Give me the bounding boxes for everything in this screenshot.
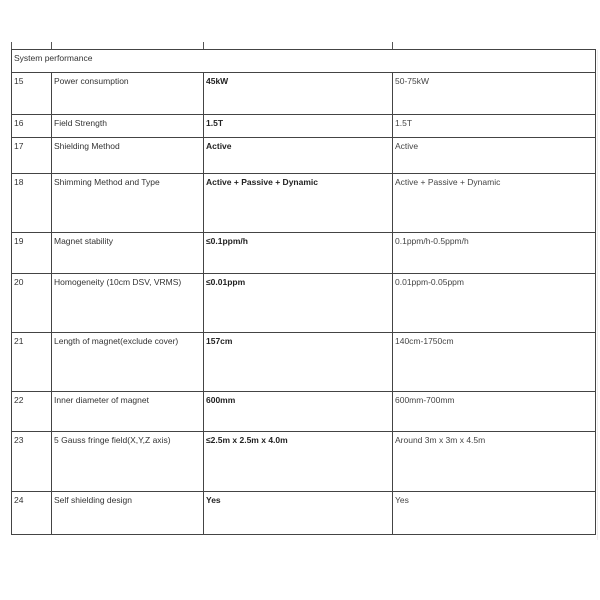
table-row xyxy=(12,333,596,392)
range-cell: Yes xyxy=(393,492,596,535)
parameter-cell: Field Strength xyxy=(52,115,204,138)
row-number: 19 xyxy=(12,233,52,274)
range-cell: 0.01ppm-0.05ppm xyxy=(393,274,596,333)
parameter-cell: Homogeneity (10cm DSV, VRMS) xyxy=(52,274,204,333)
value-cell: 1.5T xyxy=(204,115,393,138)
value-cell: Active + Passive + Dynamic xyxy=(204,174,393,233)
range-cell: Active + Passive + Dynamic xyxy=(393,174,596,233)
table-row xyxy=(12,174,596,233)
table-row xyxy=(12,138,596,174)
value-cell: 600mm xyxy=(204,392,393,432)
range-cell: 50-75kW xyxy=(393,73,596,115)
table-row xyxy=(12,233,596,274)
value-cell: ≤2.5m x 2.5m x 4.0m xyxy=(204,432,393,492)
table-row xyxy=(12,432,596,492)
parameter-cell: Magnet stability xyxy=(52,233,204,274)
row-number: 20 xyxy=(12,274,52,333)
row-number: 18 xyxy=(12,174,52,233)
range-cell: 140cm-1750cm xyxy=(393,333,596,392)
parameter-cell: Self shielding design xyxy=(52,492,204,535)
table-row xyxy=(12,73,596,115)
range-cell: Around 3m x 3m x 4.5m xyxy=(393,432,596,492)
value-cell: ≤0.01ppm xyxy=(204,274,393,333)
row-number: 15 xyxy=(12,73,52,115)
section-header-row xyxy=(12,50,596,73)
value-cell: Active xyxy=(204,138,393,174)
page-edge-line xyxy=(597,50,598,540)
table-row xyxy=(12,115,596,138)
spec-table xyxy=(11,49,596,535)
table-row xyxy=(12,492,596,535)
table-row xyxy=(12,392,596,432)
section-title: System performance xyxy=(12,50,596,73)
row-number: 17 xyxy=(12,138,52,174)
range-cell: 1.5T xyxy=(393,115,596,138)
parameter-cell: Shielding Method xyxy=(52,138,204,174)
row-number: 22 xyxy=(12,392,52,432)
row-number: 23 xyxy=(12,432,52,492)
parameter-cell: Inner diameter of magnet xyxy=(52,392,204,432)
range-cell: 0.1ppm/h-0.5ppm/h xyxy=(393,233,596,274)
row-number: 24 xyxy=(12,492,52,535)
parameter-cell: Power consumption xyxy=(52,73,204,115)
value-cell: 157cm xyxy=(204,333,393,392)
value-cell: Yes xyxy=(204,492,393,535)
row-number: 16 xyxy=(12,115,52,138)
range-cell: 600mm-700mm xyxy=(393,392,596,432)
value-cell: 45kW xyxy=(204,73,393,115)
row-number: 21 xyxy=(12,333,52,392)
value-cell: ≤0.1ppm/h xyxy=(204,233,393,274)
parameter-cell: 5 Gauss fringe field(X,Y,Z axis) xyxy=(52,432,204,492)
table-row xyxy=(12,274,596,333)
parameter-cell: Length of magnet(exclude cover) xyxy=(52,333,204,392)
parameter-cell: Shimming Method and Type xyxy=(52,174,204,233)
range-cell: Active xyxy=(393,138,596,174)
